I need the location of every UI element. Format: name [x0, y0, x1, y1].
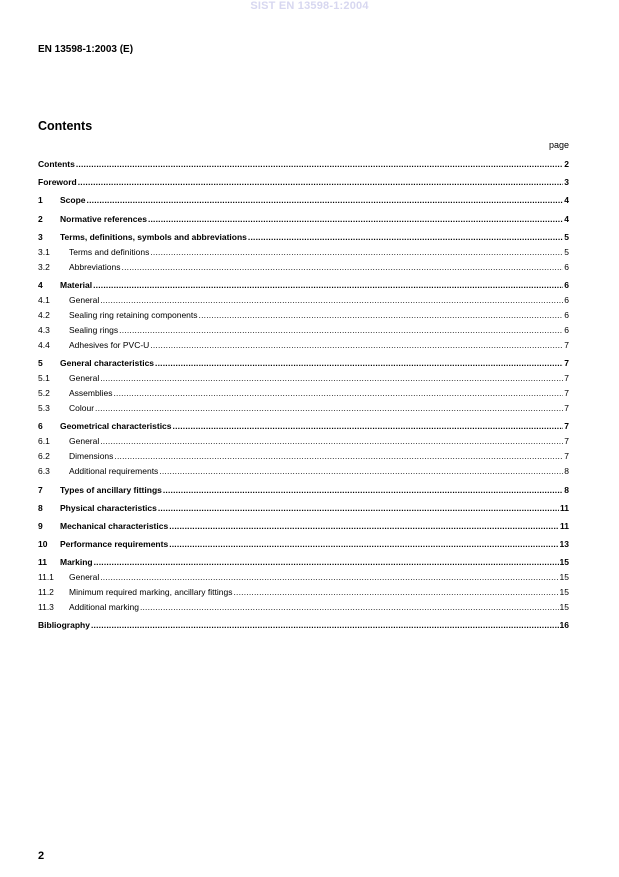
toc-dot-leader	[100, 373, 563, 384]
toc-entry[interactable]	[38, 354, 569, 369]
toc-dot-leader	[158, 503, 559, 514]
toc-dot-leader	[199, 310, 564, 321]
toc-entry-number: 5.2	[38, 388, 50, 399]
toc-entry[interactable]	[38, 384, 569, 399]
toc-entry[interactable]	[38, 616, 569, 631]
toc-entry-title: Performance requirements	[60, 539, 169, 550]
toc-entry-page: 6	[564, 279, 569, 290]
contents-heading: Contents	[38, 119, 93, 133]
toc-entry-title: Bibliography	[38, 620, 90, 631]
toc-entry-number: 11.1	[38, 572, 54, 583]
toc-entry-page: 7	[564, 436, 569, 447]
toc-entry-title: Minimum required marking, ancillary fittings	[69, 587, 233, 598]
toc-entry-title: Foreword	[38, 177, 77, 188]
toc-entry-page: 7	[564, 421, 569, 432]
toc-dot-leader	[148, 214, 563, 225]
toc-dot-leader	[122, 262, 564, 273]
toc-dot-leader	[140, 602, 559, 613]
watermark: SIST EN 13598-1:2004	[250, 0, 369, 12]
toc-entry-title: General characteristics	[60, 358, 155, 369]
toc-entry-page: 16	[559, 620, 569, 631]
toc-entry-number: 9	[38, 520, 43, 531]
toc-entry-page: 4	[564, 213, 569, 224]
toc-entry-title: Scope	[60, 195, 86, 206]
toc-entry[interactable]	[38, 598, 569, 613]
toc-entry-number: 1	[38, 195, 43, 206]
toc-dot-leader	[94, 557, 559, 568]
toc-dot-leader	[100, 572, 558, 583]
toc-entry-title: Assemblies	[69, 388, 113, 399]
toc-entry-title: General	[69, 436, 100, 447]
toc-entry-page: 7	[564, 403, 569, 414]
toc-entry[interactable]	[38, 291, 569, 306]
toc-entry-title: Colour	[69, 403, 95, 414]
toc-entry[interactable]	[38, 173, 569, 188]
toc-entry[interactable]	[38, 462, 569, 477]
toc-entry-title: Geometrical characteristics	[60, 421, 172, 432]
toc-dot-leader	[113, 388, 563, 399]
toc-dot-leader	[119, 325, 563, 336]
toc-entry[interactable]	[38, 155, 569, 170]
toc-entry-page: 15	[559, 602, 569, 613]
toc-dot-leader	[163, 485, 563, 496]
toc-dot-leader	[173, 421, 564, 432]
toc-entry-page: 2	[564, 159, 569, 169]
toc-entry-page: 3	[564, 177, 569, 188]
toc-dot-leader	[248, 232, 563, 243]
toc-entry-number: 11.2	[38, 587, 54, 598]
toc-entry[interactable]	[38, 481, 569, 496]
toc-entry[interactable]	[38, 321, 569, 336]
toc-entry-number: 4.3	[38, 324, 50, 335]
document-reference: EN 13598-1:2003 (E)	[38, 44, 134, 55]
toc-entry-page: 11	[560, 502, 569, 513]
toc-entry-page: 7	[564, 339, 569, 350]
toc-entry[interactable]	[38, 499, 569, 514]
toc-entry-number: 5.1	[38, 373, 50, 384]
toc-entry-title: Physical characteristics	[60, 502, 157, 513]
toc-entry-title: Contents	[38, 159, 75, 169]
toc-entry-number: 4.1	[38, 294, 50, 305]
toc-entry[interactable]	[38, 447, 569, 462]
toc-entry-number: 4.4	[38, 339, 50, 350]
toc-dot-leader	[76, 159, 563, 170]
toc-entry[interactable]	[38, 535, 569, 550]
toc-entry[interactable]	[38, 583, 569, 598]
toc-entry-page: 6	[564, 261, 569, 272]
toc-entry-title: Adhesives for PVC-U	[69, 339, 150, 350]
toc-entry[interactable]	[38, 568, 569, 583]
toc-dot-leader	[95, 403, 563, 414]
toc-dot-leader	[155, 358, 563, 369]
toc-entry-page: 4	[564, 195, 569, 206]
toc-entry-page: 7	[564, 388, 569, 399]
toc-entry-page: 7	[564, 358, 569, 369]
toc-dot-leader	[93, 280, 563, 291]
toc-entry-number: 10	[38, 539, 48, 550]
toc-dot-leader	[233, 587, 558, 598]
toc-entry-page: 6	[564, 294, 569, 305]
toc-entry-number: 11	[38, 557, 47, 568]
toc-entry-number: 4	[38, 279, 43, 290]
toc-entry-title: Sealing ring retaining components	[69, 309, 198, 320]
toc-entry[interactable]	[38, 553, 569, 568]
toc-entry-page: 7	[564, 451, 569, 462]
toc-entry[interactable]	[38, 276, 569, 291]
toc-dot-leader	[169, 521, 559, 532]
toc-dot-leader	[100, 436, 563, 447]
toc-entry-title: Marking	[60, 557, 93, 568]
toc-entry[interactable]	[38, 306, 569, 321]
toc-entry[interactable]	[38, 417, 569, 432]
toc-entry-number: 5	[38, 358, 43, 369]
toc-entry[interactable]	[38, 258, 569, 273]
toc-entry-title: Additional marking	[69, 602, 139, 613]
toc-entry-number: 2	[38, 213, 43, 224]
toc-entry[interactable]	[38, 243, 569, 258]
toc-entry[interactable]	[38, 369, 569, 384]
toc-entry-title: Material	[60, 279, 93, 290]
toc-entry-page: 6	[564, 309, 569, 320]
toc-entry-title: Types of ancillary fittings	[60, 484, 162, 495]
toc-entry-title: General	[69, 373, 100, 384]
toc-entry-number: 5.3	[38, 403, 50, 414]
toc-dot-leader	[150, 340, 563, 351]
toc-entry-page: 5	[564, 246, 569, 257]
toc-entry-number: 6.3	[38, 466, 50, 477]
toc-entry[interactable]	[38, 210, 569, 225]
toc-entry-page: 15	[559, 557, 569, 568]
toc-entry-page: 15	[559, 572, 569, 583]
toc-entry-number: 6.2	[38, 451, 50, 462]
toc-entry-title: Normative references	[60, 213, 147, 224]
toc-entry-number: 3	[38, 231, 43, 242]
table-of-contents	[38, 155, 569, 631]
toc-dot-leader	[78, 177, 564, 188]
toc-dot-leader	[169, 539, 558, 550]
toc-dot-leader	[100, 295, 563, 306]
toc-entry-title: General	[69, 294, 100, 305]
toc-entry-title: Terms and definitions	[69, 246, 150, 257]
toc-entry-page: 15	[559, 587, 569, 598]
toc-entry-number: 11.3	[38, 602, 54, 613]
toc-entry-number: 8	[38, 502, 43, 513]
toc-entry-page: 11	[560, 520, 569, 531]
toc-entry-number: 3.1	[38, 246, 50, 257]
toc-entry[interactable]	[38, 191, 569, 206]
page-column-label: page	[548, 140, 569, 150]
page-number: 2	[38, 850, 45, 862]
toc-entry-number: 7	[38, 484, 43, 495]
toc-dot-leader	[91, 620, 559, 631]
toc-entry[interactable]	[38, 228, 569, 243]
toc-entry-page: 8	[564, 484, 569, 495]
toc-entry-title: General	[69, 572, 100, 583]
toc-dot-leader	[159, 466, 563, 477]
toc-entry-title: Terms, definitions, symbols and abbreviations	[60, 231, 247, 242]
toc-entry[interactable]	[38, 336, 569, 351]
toc-entry-number: 4.2	[38, 309, 50, 320]
toc-entry-number: 6	[38, 421, 43, 432]
toc-entry-page: 13	[559, 539, 569, 550]
toc-entry-page: 6	[564, 324, 569, 335]
toc-entry-title: Dimensions	[69, 451, 114, 462]
toc-entry-page: 8	[564, 466, 569, 477]
toc-entry-number: 6.1	[38, 436, 50, 447]
toc-entry[interactable]	[38, 399, 569, 414]
toc-entry-page: 7	[564, 373, 569, 384]
toc-dot-leader	[150, 247, 563, 258]
toc-entry-title: Abbreviations	[69, 261, 121, 272]
toc-entry-page: 5	[564, 231, 569, 242]
toc-entry-title: Mechanical characteristics	[60, 520, 169, 531]
toc-dot-leader	[87, 195, 564, 206]
toc-entry-title: Additional requirements	[69, 466, 159, 477]
toc-dot-leader	[114, 451, 563, 462]
toc-entry[interactable]	[38, 432, 569, 447]
toc-entry-number: 3.2	[38, 261, 50, 272]
toc-entry[interactable]	[38, 517, 569, 532]
toc-entry-title: Sealing rings	[69, 324, 119, 335]
